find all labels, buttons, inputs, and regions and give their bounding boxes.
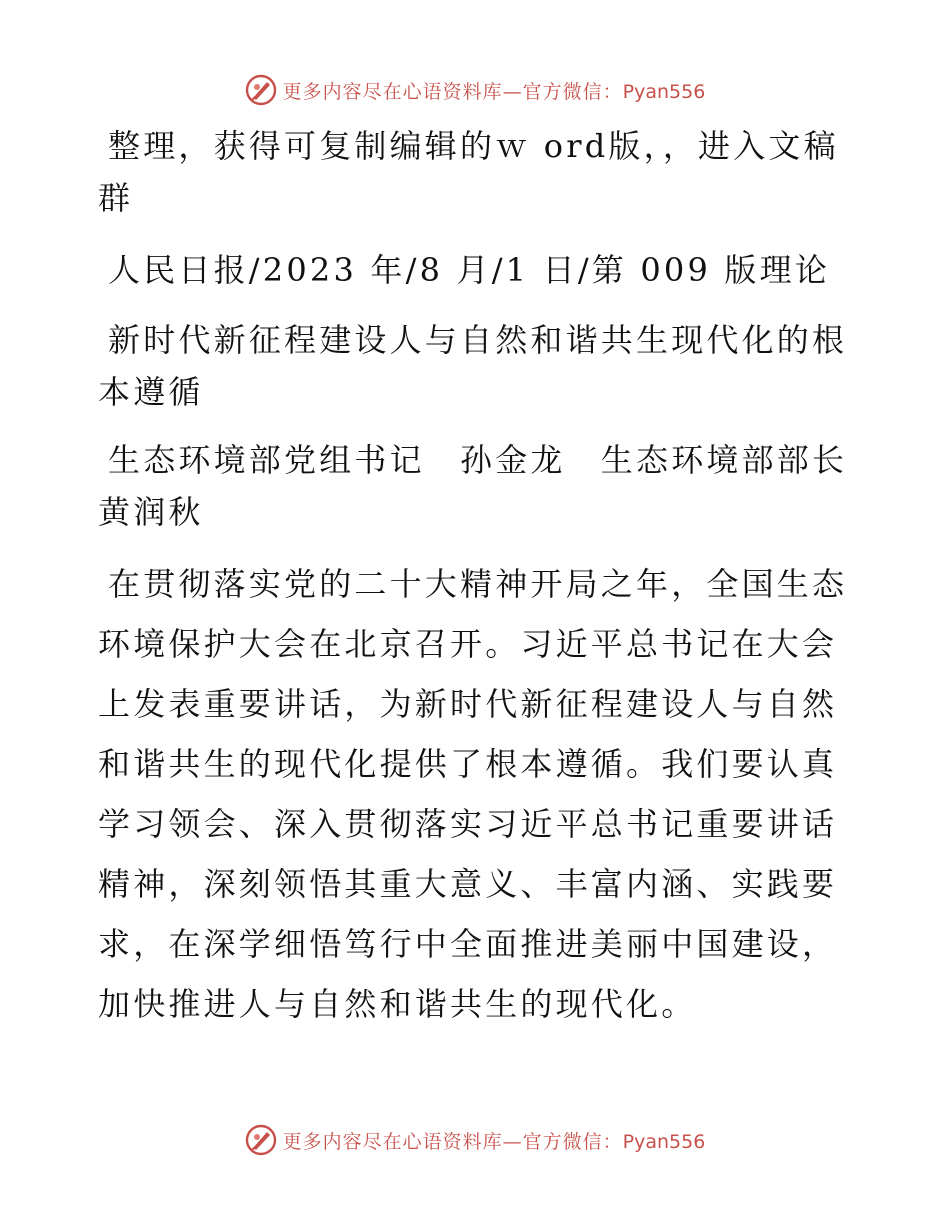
intro-note: 整理，获得可复制编辑的ｗ ord版，，进入文稿群 [98, 127, 839, 217]
source-line: 人民日报/2023 年/8 月/1 日/第 009 版理论 [108, 251, 831, 289]
body-paragraph: 在贯彻落实党的二十大精神开局之年，全国生态环境保护大会在北京召开。习近平总书记在大会上发表重要讲话，为新时代新征程建设人与自然和谐共生的现代化提供了根本遵循。我们要认真学习领会、深入贯彻落实习近平总书记重要讲话精神，深刻领悟其重大意义、丰富内涵、实践要求，在深学细悟笃行中全面推进美丽中国建设，加快推进人与自然和谐共生的现代化。 [98, 565, 848, 1023]
watermark-handle: Pyan556 [622, 1130, 706, 1153]
watermark-handle: Pyan556 [622, 80, 706, 103]
watermark-text: 更多内容尽在心语资料库—官方微信：Pyan556 [282, 1130, 706, 1153]
footer-watermark [0, 1118, 950, 1162]
article-title: 新时代新征程建设人与自然和谐共生现代化的根本遵循 [98, 321, 848, 411]
author-line: 生态环境部党组书记 孙金龙 生态环境部部长黄润秋 [98, 441, 848, 531]
quill-pen-logo-icon [245, 1124, 277, 1156]
watermark-text: 更多内容尽在心语资料库—官方微信：Pyan556 [282, 80, 706, 103]
document-body [98, 120, 850, 1034]
quill-pen-logo-icon [245, 74, 277, 106]
header-watermark [0, 68, 950, 112]
